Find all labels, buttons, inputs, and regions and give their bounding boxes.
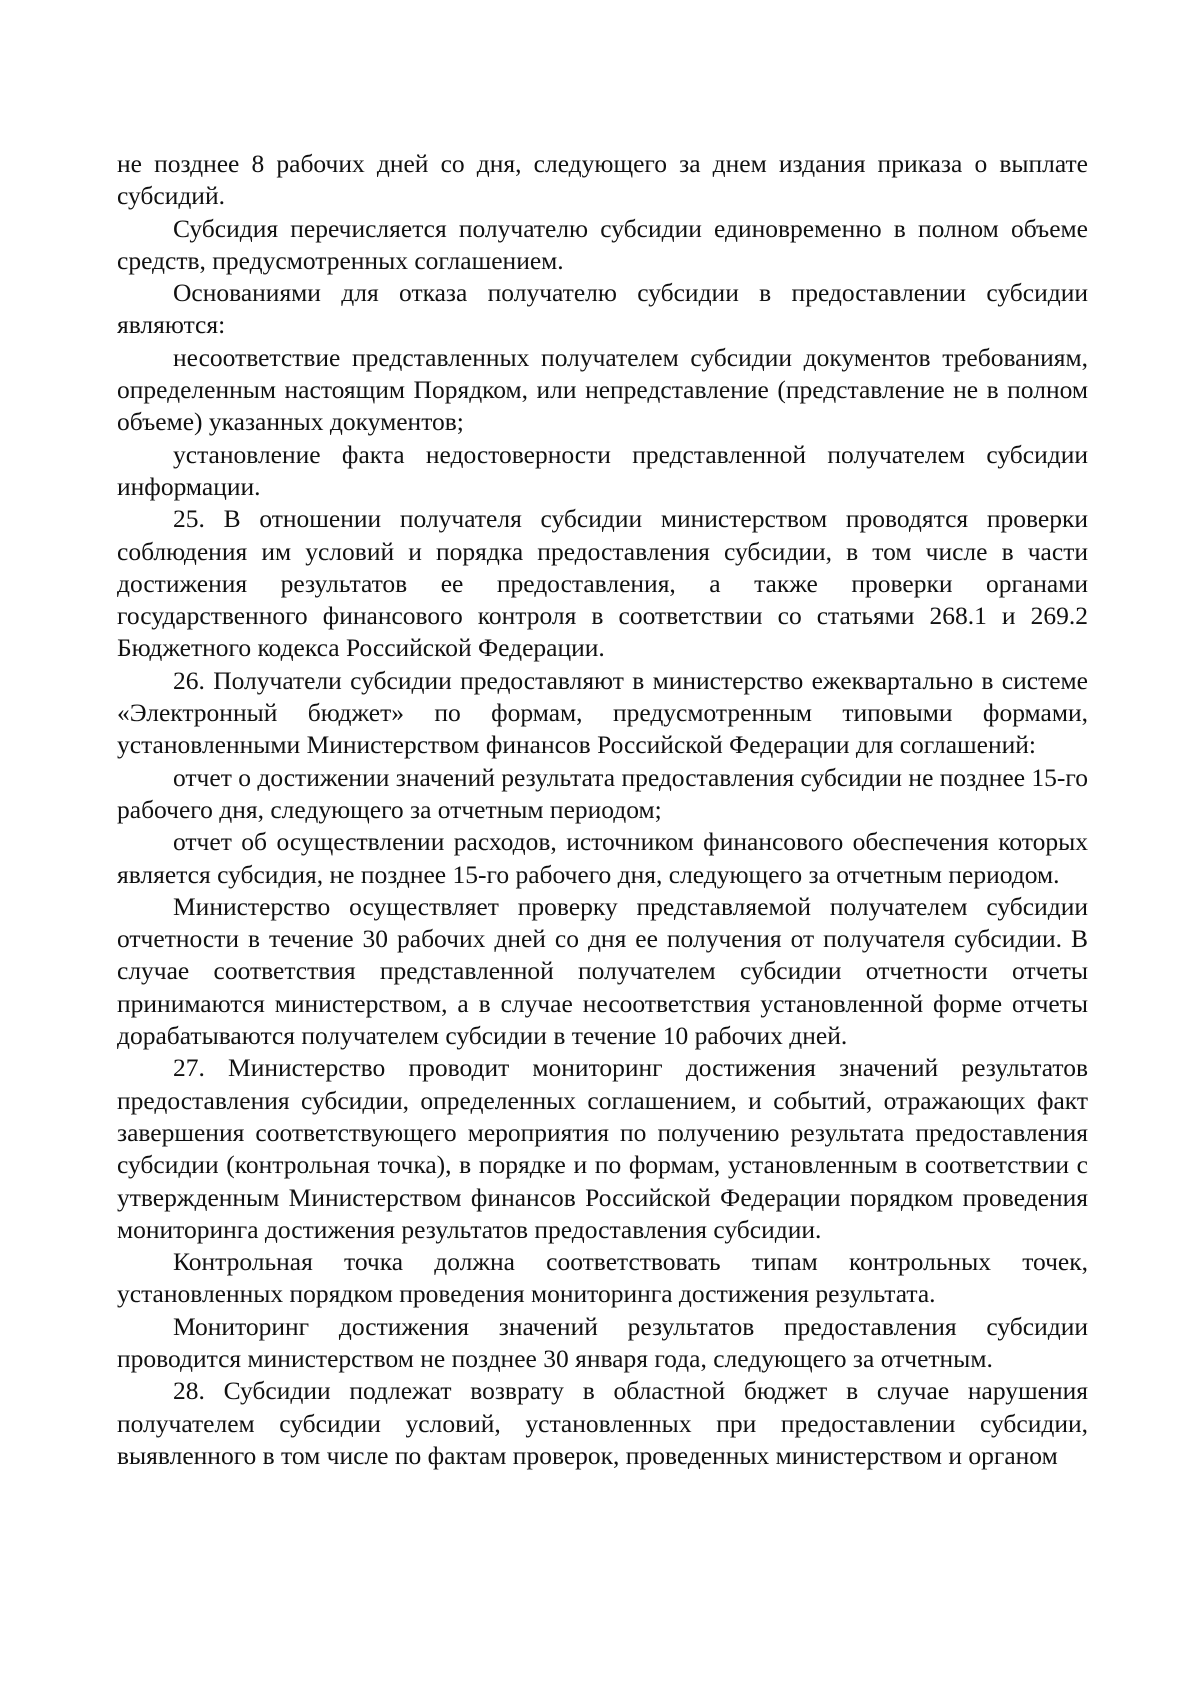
paragraph-5: установление факта недостоверности представленной получателем субсидии информации. bbox=[117, 439, 1088, 501]
paragraph-25: 25. В отношении получателя субсидии министерством проводятся проверки соблюдения им условий и порядка предоставления субсидии, в том числе в части достижения результатов ее предоставления, а также проверки органами государственного финансового контроля в соответствии со статьями 268.1 и 269.2 Бюджетного кодекса Российской Федерации. bbox=[117, 504, 1088, 663]
document-body bbox=[117, 148, 1088, 1472]
paragraph-26: 26. Получатели субсидии предоставляют в министерство ежеквартально в системе «Электронный бюджет» по формам, предусмотренным типовыми формами, установленными Министерством финансов Российской Федерации для соглашений: bbox=[117, 665, 1088, 760]
paragraph-2: Субсидия перечисляется получателю субсидии единовременно в полном объеме средств, предусмотренных соглашением. bbox=[117, 213, 1088, 275]
paragraph-8: отчет о достижении значений результата предоставления субсидии не позднее 15-го рабочего дня, следующего за отчетным периодом; bbox=[117, 762, 1088, 824]
paragraph-10: Министерство осуществляет проверку представляемой получателем субсидии отчетности в течение 30 рабочих дней со дня ее получения от получателя субсидии. В случае соответствия представленной получателем субсидии отчетности отчеты принимаются министерством, а в случае несоответствия установленной форме отчеты дорабатываются получателем субсидии в течение 10 рабочих дней. bbox=[117, 891, 1088, 1051]
paragraph-12: Контрольная точка должна соответствовать типам контрольных точек, установленных порядком проведения мониторинга достижения результата. bbox=[117, 1247, 1088, 1309]
paragraph-4: несоответствие представленных получателем субсидии документов требованиям, определенным настоящим Порядком, или непредставление (представление не в полном объеме) указанных документов; bbox=[117, 342, 1088, 437]
paragraph-9: отчет об осуществлении расходов, источником финансового обеспечения которых является субсидия, не позднее 15-го рабочего дня, следующего за отчетным периодом. bbox=[117, 827, 1088, 889]
paragraph-13: Мониторинг достижения значений результатов предоставления субсидии проводится министерством не позднее 30 января года, следующего за отчетным. bbox=[117, 1311, 1088, 1373]
paragraph-1: не позднее 8 рабочих дней со дня, следующего за днем издания приказа о выплате субсидий. bbox=[117, 149, 1088, 211]
paragraph-27: 27. Министерство проводит мониторинг достижения значений результатов предоставления субсидии, определенных соглашением, и событий, отражающих факт завершения соответствующего мероприятия по получению результата предоставления субсидии (контрольная точка), в порядке и по формам, установленным в соответствии с утвержденным Министерством финансов Российской Федерации порядком проведения мониторинга достижения результатов предоставления субсидии. bbox=[117, 1053, 1088, 1244]
paragraph-3: Основаниями для отказа получателю субсидии в предоставлении субсидии являются: bbox=[117, 278, 1088, 340]
paragraph-28: 28. Субсидии подлежат возврату в областной бюджет в случае нарушения получателем субсидии условий, установленных при предоставлении субсидии, выявленного в том числе по фактам проверок, проведенных министерством и органом bbox=[117, 1376, 1088, 1470]
